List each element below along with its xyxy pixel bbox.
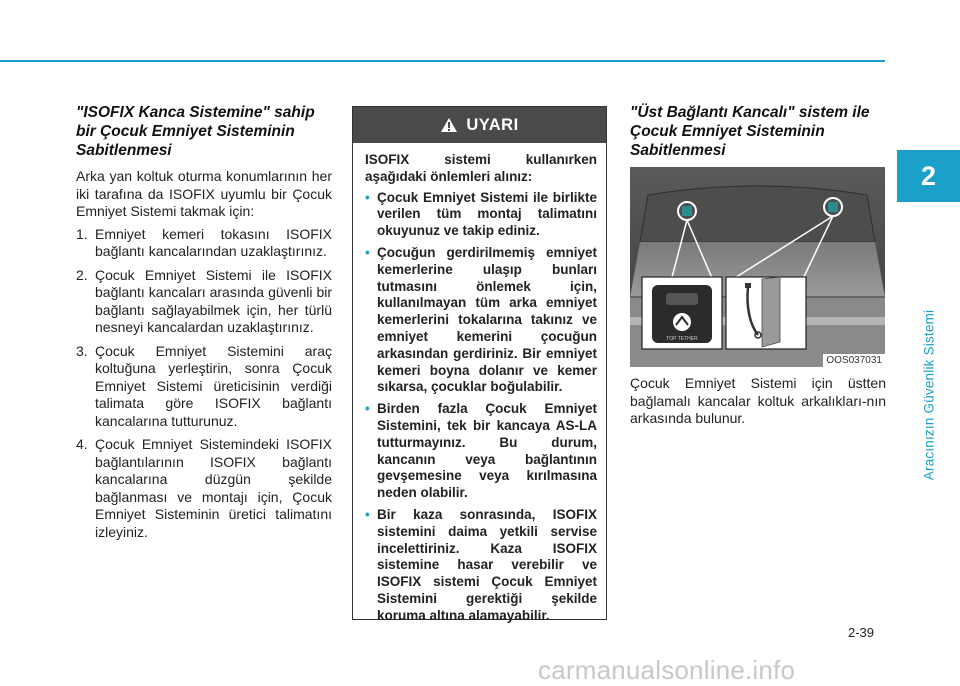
left-heading: "ISOFIX Kanca Sistemine" sahip bir Çocuk Emniyet Sisteminin Sabitlenmesi bbox=[76, 104, 315, 159]
steps-list bbox=[76, 226, 332, 542]
step-item bbox=[76, 436, 332, 541]
right-caption: Çocuk Emniyet Sistemi için üstten bağlamalı kancalar koltuk arkalıkları-nın arkasında bulunur. bbox=[630, 375, 886, 426]
left-intro: Arka yan koltuk oturma konumlarının her iki tarafına da ISOFIX uyumlu bir Çocuk Emniyet Sistemi takmak için: bbox=[76, 168, 332, 219]
step-item bbox=[76, 267, 332, 337]
warning-triangle-icon bbox=[440, 117, 458, 133]
warning-bullet-text: Çocuğun gerdirilmemiş emniyet kemerlerine ulaşıp bunları tutmasını önlemek için, kullanılmayan tüm arka emniyet kemerlerini tokalarına takınız ve emniyet kemerini çocuğun arkasından gerdiriniz. Bir emniyet kemeri boyna dolanır ve kemer sıkarsa, çocuklar boğulabilir. bbox=[377, 244, 597, 395]
page-number: 2-39 bbox=[848, 625, 875, 640]
bullet-dot-icon: • bbox=[365, 506, 370, 522]
warning-bullet bbox=[365, 507, 597, 625]
top-tether-label: TOP TETHER bbox=[666, 336, 698, 342]
trunk-figure bbox=[630, 167, 885, 367]
warning-title: UYARI bbox=[466, 115, 519, 134]
warning-bullet bbox=[365, 401, 597, 502]
warning-header bbox=[353, 107, 606, 143]
warning-bullet-text: Çocuk Emniyet Sistemi ile birlikte verilen tüm montaj talimatını okuyunuz ve takip ediniz. bbox=[377, 189, 597, 239]
bullet-dot-icon: • bbox=[365, 401, 370, 417]
warning-box bbox=[352, 106, 607, 623]
left-column bbox=[76, 103, 332, 547]
chapter-title: Aracınızın Güvenlik Sistemi bbox=[921, 309, 937, 481]
step-number: 4. bbox=[76, 436, 88, 452]
figure-code: OOS037031 bbox=[823, 354, 885, 367]
step-text: Çocuk Emniyet Sistemindeki ISOFIX bağlantılarının ISOFIX bağlantı kancalarına düzgün şekilde bağlanması ve montajı için, Çocuk Emniyet Sisteminin üretici talimatını izleyiniz. bbox=[95, 436, 332, 540]
warning-bullet bbox=[365, 190, 597, 240]
warning-intro: ISOFIX sistemi kullanırken aşağıdaki önlemleri alınız: bbox=[365, 152, 597, 184]
chapter-tab: 2 bbox=[897, 150, 960, 202]
step-number: 1. bbox=[76, 225, 88, 242]
bullet-dot-icon: • bbox=[365, 189, 370, 205]
top-rule bbox=[0, 60, 885, 62]
right-heading: "Üst Bağlantı Kancalı" sistem ile Çocuk Emniyet Sisteminin Sabitlenmesi bbox=[630, 104, 870, 159]
bullet-dot-icon: • bbox=[365, 244, 370, 260]
step-text: Emniyet kemeri tokasını ISOFIX bağlantı kancalarından uzaklaştırınız. bbox=[95, 225, 332, 259]
warning-bullet-text: Bir kaza sonrasında, ISOFIX sistemini daima yetkili servise incelettiriniz. Kaza ISOFIX sistemine hasar verebilir ve ISOFIX sistemi Çocuk Emniyet Sistemini gerektiği şekilde koruma altına alamayabilir. bbox=[377, 506, 597, 623]
right-column bbox=[630, 103, 886, 168]
warning-bullet bbox=[365, 245, 597, 396]
warning-bullet-text: Birden fazla Çocuk Emniyet Sistemini, tek bir kancaya AS-LA tutturmayınız. Bu durum, kancanın veya bağlantının gevşemesine veya kırılmasına neden olabilir. bbox=[377, 401, 597, 501]
step-text: Çocuk Emniyet Sistemini araç koltuğuna yerleştirin, sonra Çocuk Emniyet Sistemi üreticisinin verdiği talimata göre ISOFIX bağlantı kancalarına tutturunuz. bbox=[95, 342, 332, 429]
warning-body bbox=[353, 143, 606, 625]
step-number: 3. bbox=[76, 342, 88, 359]
step-text: Çocuk Emniyet Sistemi ile ISOFIX bağlantı kancaları arasında güvenli bir bağlantı sağlayabilmek için, her türlü nesneyi kancalardan uzaklaştırınız. bbox=[95, 266, 332, 335]
step-number: 2. bbox=[76, 266, 88, 283]
watermark: carmanualsonline.info bbox=[538, 655, 796, 685]
step-item bbox=[76, 226, 332, 261]
trunk-illustration bbox=[630, 167, 885, 367]
step-item bbox=[76, 343, 332, 431]
